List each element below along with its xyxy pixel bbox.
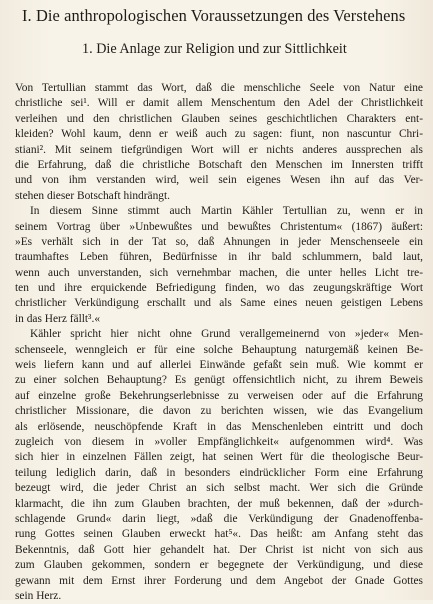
text-line: schlagende Grund« darin liegt, »daß die Verkündigung der Gnadenoffenba- <box>15 512 423 525</box>
chapter-title: I. Die anthropologischen Voraussetzungen des Verstehens <box>22 6 406 25</box>
text-line: bezeugt wird, die jeder Christ an sich selbst macht. Wer sich die Gründe <box>15 482 423 495</box>
text-line: und von ihm verstanden wird, weil sein eigenes Wesen ihn auf das Ver- <box>15 174 423 187</box>
text-line: traumhaftes Leben führen, Bedürfnisse in ihr bald schlummern, bald laut, <box>15 251 423 264</box>
text-line: stiani². Mit seinem tiefgründigen Wort will er nichts anderes aussprechen als <box>15 143 423 156</box>
text-line: sein Herz. <box>15 589 62 602</box>
text-line: teilung lediglich darin, daß in besonders eindrücklicher Form eine Erfahrung <box>15 466 423 479</box>
text-line: seinem Vortrag über »Unbewußtes und bewußtes Christentum« (1867) äußert: <box>15 220 423 233</box>
text-line: sich hier in einzelnen Fällen zeigt, hat seinen Wert für die theologische Beur- <box>15 451 423 464</box>
text-line: weis liefern kann und auf allerlei Einwände gefaßt sein muß. Wie kommt er <box>15 359 423 372</box>
text-line: stehen dieser Botschaft hindrängt. <box>15 189 170 202</box>
text-line: Bekenntnis, daß Gott hier gehandelt hat. Der Christ ist nicht von sich aus <box>15 543 423 556</box>
text-line: in das Herz fällt³.« <box>15 312 101 325</box>
text-line: schenseele, wenngleich er für eine solche Behauptung naturgemäß keinen Be- <box>15 343 423 356</box>
text-line: zugleich von diesem in »voller Empfänglichkeit« aufgenommen wird⁴. Was <box>15 435 423 448</box>
text-line: die Erfahrung, daß die christliche Botschaft den Menschen im Innersten trifft <box>15 158 423 171</box>
text-line: zum Glauben gekommen, sondern er begegnete der Verkündigung, und diese <box>15 559 423 572</box>
text-line: Von Tertullian stammt das Wort, daß die menschliche Seele von Natur eine <box>15 82 423 94</box>
text-line: zu einer solchen Behauptung? Es genügt offensichtlich nicht, zu ihrem Beweis <box>15 374 423 387</box>
text-line: auf einzelne große Bekehrungserlebnisse zu verweisen oder auf die Erfahrung <box>15 389 423 402</box>
text-line: kleiden? Wohl kaum, denn er weiß auch zu sagen: fiunt, non nascuntur Chri- <box>15 128 423 141</box>
text-line: klarmacht, die ihn zum Glauben brachten, der muß bekennen, daß der »durch- <box>15 497 423 510</box>
text-line: christlicher Missionare, die davon zu berichten wissen, wie das Evangelium <box>15 405 423 418</box>
text-line: christlicher Verkündigung erschallt und als Same eines neuen geistigen Lebens <box>15 297 423 310</box>
text-line: gewann mit dem Ernst ihrer Forderung und dem Angebot der Gnade Gottes <box>15 574 423 587</box>
text-line: In diesem Sinne stimmt auch Martin Kähler Tertullian zu, wenn er in <box>30 205 423 218</box>
text-line: als erlösende, neuschöpfende Kraft in das Menschenleben eintritt und doch <box>15 420 423 433</box>
text-line: wenn auch unverstanden, sich vernehmbar machen, die unter helles Licht tre- <box>15 266 423 279</box>
text-line: ten und ihre erquickende Befriedigung finden, wo das zeugungskräftige Wort <box>15 282 423 295</box>
body-text <box>15 81 423 604</box>
text-line: verleihen und den christlichen Glauben seines geschichtlichen Charakters ent- <box>15 112 423 125</box>
text-line: christliche sei¹. Will er damit allem Menschentum den Adel der Christlichkeit <box>15 97 423 110</box>
text-line: »Es verhält sich in der Tat so, daß Ahnungen in jeder Menschenseele ein <box>15 235 423 248</box>
section-title: 1. Die Anlage zur Religion und zur Sittlichkeit <box>82 41 347 57</box>
text-line: rung Gottes seinen Glauben erweckt hat⁵«. Das heißt: am Anfang steht das <box>15 528 423 541</box>
text-line: Kähler spricht hier nicht ohne Grund verallgemeinernd von »jeder« Men- <box>30 328 423 341</box>
